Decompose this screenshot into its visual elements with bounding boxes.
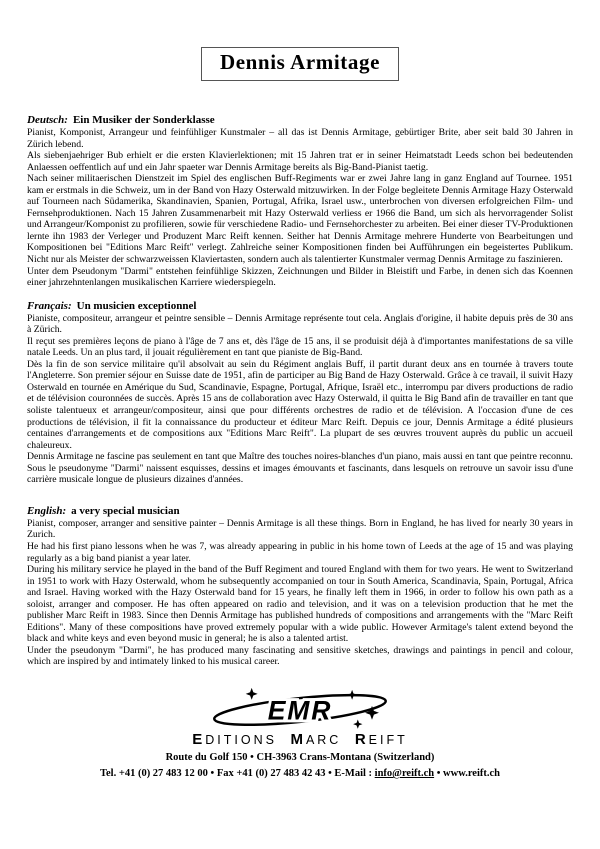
website-text: www.reift.ch — [443, 767, 501, 779]
section-francais — [27, 300, 573, 486]
address-line: Route du Golf 150 • CH-3963 Crans-Montana (Switzerland) — [165, 751, 435, 763]
language-label: English: — [27, 504, 67, 517]
body-paragraph: Pianist, Komponist, Arrangeur und feinfühliger Kunstmaler – all das ist Dennis Armitage, gebürtiger Brite, aber seit bald 30 Jahren in Zürich lebend. — [27, 127, 573, 150]
language-label: Français: — [27, 299, 72, 312]
section-title: Ein Musiker der Sonderklasse — [72, 114, 215, 126]
emr-logo — [210, 688, 390, 730]
language-label: Deutsch: — [27, 114, 68, 126]
body-paragraph: Under the pseudonym "Darmi", he has produced many fascinating and sensitive sketches, drawings and paintings in pencil and colour, which are inspired by and intimately linked to his musical career. — [27, 644, 573, 668]
body-paragraph: Pianist, composer, arranger and sensitive painter – Dennis Armitage is all these things. Born in England, he has lived for nearly 30 years in Zurich. — [27, 517, 573, 541]
section-english — [27, 505, 573, 668]
body-paragraph: Dennis Armitage ne fascine pas seulement en tant que Maître des touches noires-blanches d'un piano, mais aussi en tant que peintre reconnu. — [27, 451, 573, 463]
body-paragraph: Pianiste, compositeur, arrangeur et peintre sensible – Dennis Armitage représente tout cela. Anglais d'origine, il habite depuis près de 30 ans à Zürich. — [27, 312, 573, 336]
body-paragraph: Unter dem Pseudonym "Darmi" entstehen feinfühlige Skizzen, Zeichnungen und Bilder in Bleistift und Farbe, in denen sich das Koennen einer jahrzehntenlangen musikalischen Karriere wiederspiegeln. — [27, 265, 573, 289]
section-deutsch — [27, 114, 573, 289]
body-paragraph: Dès la fin de son service militaire qu'il absolvait au sein du Régiment anglais Buff, il partit durant deux ans en tournée à travers toute l'Angleterre. Son premier séjour en Suisse date de 1951, afin de participer au Big Band de Hazy Osterwald. Grâce à ce travail, il suivit Hazy Osterwald en tournée en Amérique du Sud, Scandinavie, Espagne, Portugal, Afrique, Israël etc., interrompu par divers productions de radio et de télévision couronnées de succès. Après 15 ans de collaboration avec Hazy Osterwald, il quitta le Big Band afin de travailler en tant que soliste talentueux et arrangeur/compositeur, ainsi que pour différents orchestres de radio et de télévision. A l'occasion d'une de ces productions de télévision, il fit la connaissance du producteur et éditeur Marc Reift. Depuis ce jour, Dennis Armitage a édité plusieurs centaines d'arrangements et de compositions aux "Editions Marc Reift". La plupart de ses œuvres trouvent auprès du public un accueil chaleureux. — [27, 358, 573, 451]
star-icon — [353, 719, 362, 728]
section-heading-francais — [27, 300, 573, 313]
body-paragraph: During his military service he played in the band of the Buff Regiment and toured England with them for two years. He went to Switzerland in 1951 to work with Hazy Osterwald, whom he subsequently accompanied on tour in South America, Scandinavia, Spain, Portugal, Africa and Israel. Having worked with the Hazy Osterwald band for 15 years, he finally left them in 1966, in order to follow his own path as a soloist, arranger and composer. He has often appeared on radio and television, and it was on a television production that he met the publisher Marc Reift in 1983. Since then Dennis Armitage has published hundreds of compositions and arrangements with the "Marc Reift Editions". Many of these compositions have proved extremely popular with a wide public. However Armitage's talent extend beyond the black and white keys and even beyond music in general; he is also a talented artist. — [27, 564, 573, 645]
section-title: Un musicien exceptionnel — [76, 299, 197, 312]
section-heading-deutsch — [27, 114, 573, 127]
section-title: a very special musician — [71, 504, 180, 517]
email-link[interactable]: info@reift.ch — [374, 767, 435, 779]
star-icon — [246, 688, 258, 700]
publisher-footer — [0, 688, 600, 782]
page-title: Dennis Armitage — [219, 50, 381, 74]
contact-text: Tel. +41 (0) 27 483 12 00 • Fax +41 (0) 27 483 42 43 • E-Mail : — [99, 767, 375, 779]
body-paragraph: Sous le pseudonyme "Darmi" naissent esquisses, dessins et images émouvants et fascinants, dans lesquels on retrouve un savoir issu d'une carrière musicale longue de plusieurs dizaines d'années. — [27, 462, 573, 486]
document-body — [0, 114, 600, 668]
body-paragraph: Als siebenjaehriger Bub erhielt er die ersten Klavierlektionen; mit 15 Jahren trat er in seiner Heimatstadt Leeds schon bei bedeutenden Anlaessen oeffentlich auf und ein Jahr spaeter war Dennis Armitage bereits als Big-Band-Pianist taetig. — [27, 150, 573, 173]
body-paragraph: Il reçut ses premières leçons de piano à l'âge de 7 ans et, dès l'âge de 15 ans, il se produisit déjà à d'importantes manifestations de sa ville natale Leeds. Un an plus tard, il jouait régulièrement en tant que pianiste de Big-Band. — [27, 335, 573, 359]
body-paragraph: Nach seiner militaerischen Dienstzeit im Spiel des englischen Buff-Regiments war er zwei Jahre lang in ganz England auf Tournee. 1951 kam er erstmals in die Schweiz, um in der Band von Hazy Osterwald mitzuwirken. In der Folge begleitete Dennis Armitage Hazy Osterwald auf Tourneen nach Südamerika, Skandinavien, Spanien, Portugal, Afrika, Israel usw., unterbrochen von diversen erfolgreichen Film- und Fernsehproduktionen. Nach 15 Jahren Zusammenarbeit mit Hazy Osterwald verliess er 1966 die Band, um sich als hervorragender Solist und Arrangeur/Komponist zu profilieren, sowie für verschiedene Radio- und Fernsehorchester zu arbeiten. Bei einer dieser TV-Produktionen lernte ihn 1983 der Verleger und Produzent Marc Reift kennen. Seither hat Dennis Armitage mehrere Hunderte von Bearbeitungen und Kompositionen bei "Editions Marc Reift" verlegt. Zahlreiche seiner Kompositionen finden bei Aufführungen ein begeistertes Publikum. Nicht nur als Meister der schwarzweissen Klaviertasten, sondern auch als talentierter Kunstmaler vermag Dennis Armitage zu faszinieren. — [27, 173, 573, 266]
contact-line — [0, 766, 600, 782]
publisher-name: EDITIONS MARC REIFT — [192, 730, 408, 748]
star-icon — [347, 690, 357, 700]
bullet-separator: • — [434, 767, 444, 779]
body-paragraph: He had his first piano lessons when he was 7, was already appearing in public in his home town of Leeds at the age of 15 and was playing regularly as a big band pianist a year later. — [27, 540, 573, 564]
emr-logo-text: EMR — [267, 695, 333, 726]
section-heading-english — [27, 505, 573, 518]
title-box — [201, 47, 399, 81]
